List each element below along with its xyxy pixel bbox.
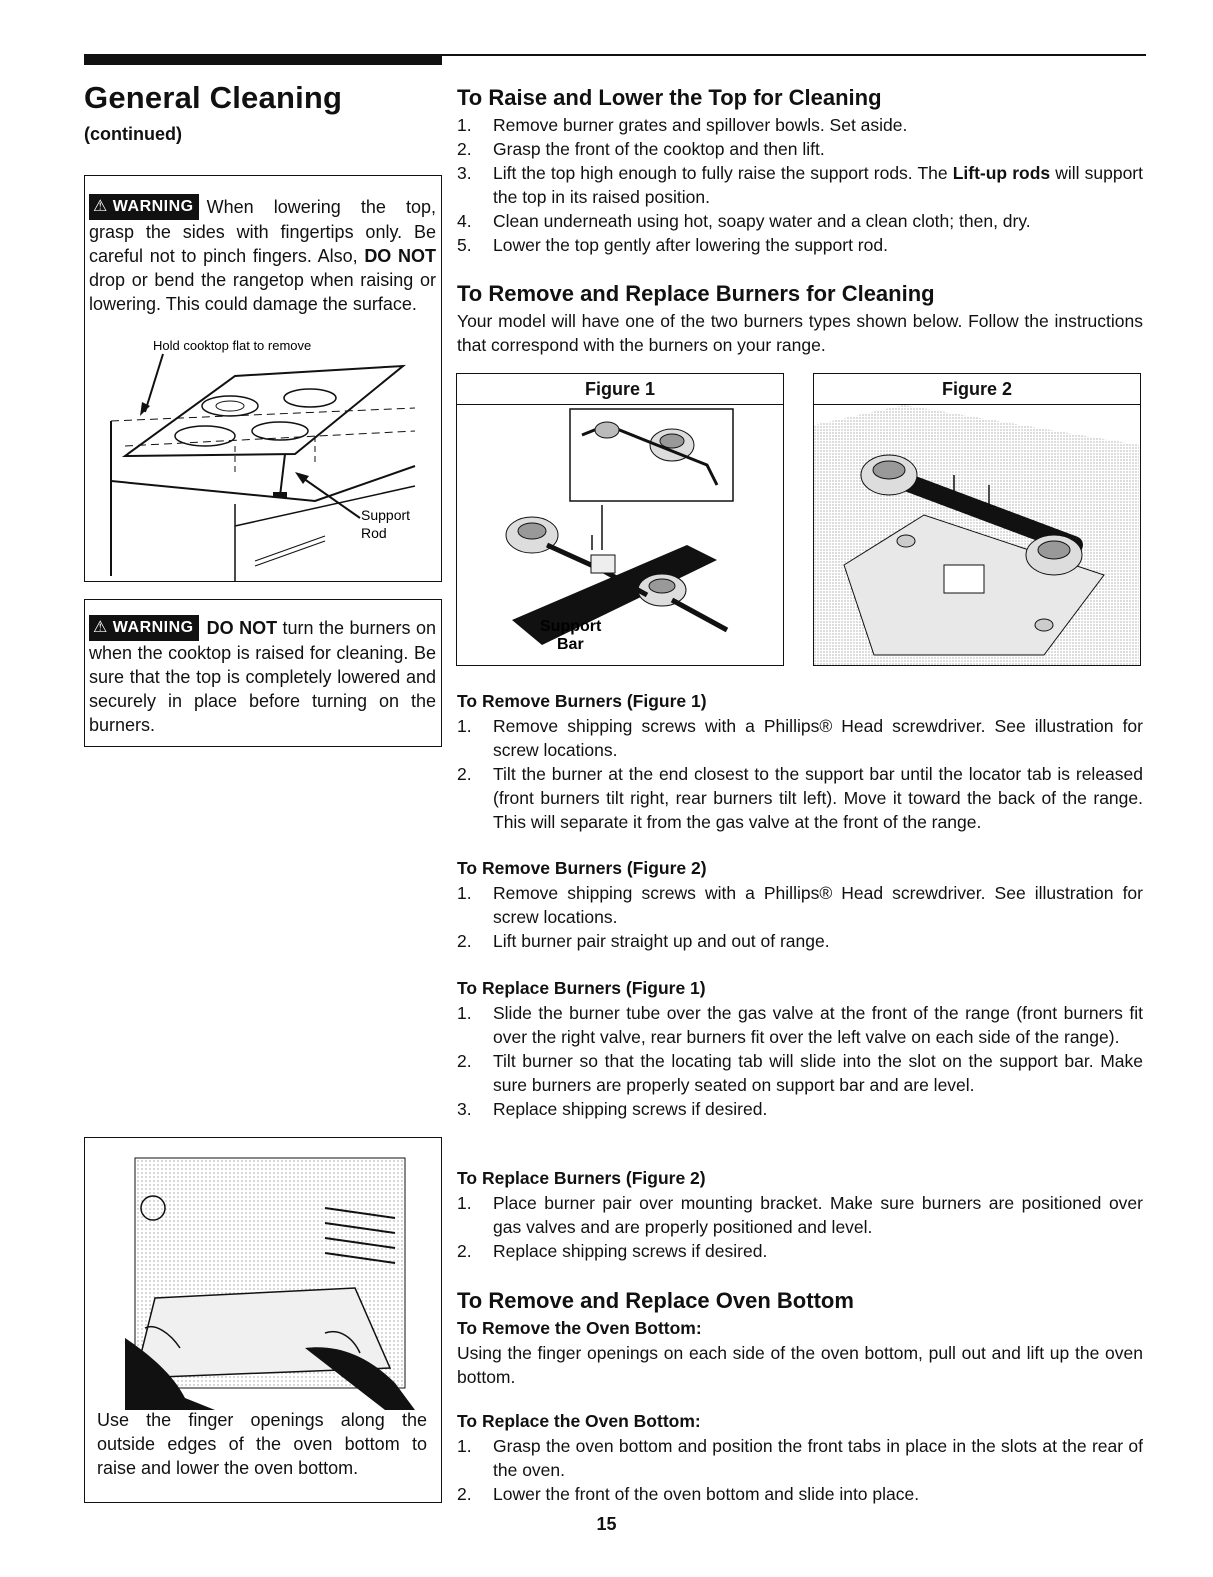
warning-badge: ⚠ WARNING (89, 194, 199, 220)
figure-1 (456, 373, 784, 666)
heading-remove-fig2: To Remove Burners (Figure 2) (457, 858, 707, 878)
figure-2-title: Figure 2 (814, 374, 1140, 405)
list-item: 1. Grasp the oven bottom and position the front tabs in place in the slots at the rear of the oven. (457, 1436, 1143, 1480)
caption-rod: Rod (361, 525, 387, 541)
header-rule-thin (442, 54, 1146, 56)
figure-2 (813, 373, 1141, 666)
heading-raise-lower: To Raise and Lower the Top for Cleaning (457, 85, 882, 110)
oven-bottom-box (84, 1137, 442, 1503)
list-item: 3. Lift the top high enough to fully raise the support rods. The Lift-up rods will support the top in its raised position. (457, 163, 1143, 207)
list-item: 2. Tilt the burner at the end closest to the support bar until the locator tab is released (front burners tilt right, rear burners tilt left). Move it toward the back of the range. This will separate it from the gas valve at the front of the range. (457, 764, 1143, 832)
figure-1-caption-support: Support (540, 618, 602, 635)
figure-1-title: Figure 1 (457, 374, 783, 405)
list-item: 1. Remove burner grates and spillover bowls. Set aside. (457, 115, 908, 135)
oven-bottom-caption: Use the finger openings along the outside edges of the oven bottom to raise and lower the oven bottom. (97, 1410, 427, 1478)
heading-replace-fig2: To Replace Burners (Figure 2) (457, 1168, 706, 1188)
heading-burners: To Remove and Replace Burners for Cleaning (457, 281, 935, 306)
warning-lowering-text: ⚠ WARNING When lowering the top, grasp the sides with fingertips only. Be careful not to pinch fingers. Also, DO NOT drop or bend the rangetop when raising or lowering. This could damage the surface. (89, 194, 436, 316)
burners-intro: Your model will have one of the two burners types shown below. Follow the instructions that correspond with the burners on your range. (457, 311, 1143, 355)
figure-2-burner-illustration (814, 405, 1139, 665)
page-subtitle: (continued) (84, 124, 182, 144)
list-item: 2. Grasp the front of the cooktop and then lift. (457, 139, 825, 159)
figure-1-burner-illustration (457, 405, 782, 665)
cooktop-raised-illustration (85, 336, 440, 581)
figure-1-caption-bar: Bar (557, 636, 584, 653)
page-title: General Cleaning (84, 80, 343, 115)
warning-box-do-not-turn (84, 599, 442, 747)
list-item: 1. Slide the burner tube over the gas valve at the front of the range (front burners fit over the right valve, rear burners fit over the left valve on each side of the range). (457, 1003, 1143, 1047)
warning-triangle-icon: ⚠ (93, 198, 108, 215)
warning-badge: ⚠ WARNING (89, 615, 199, 641)
caption-hold-cooktop: Hold cooktop flat to remove (153, 338, 312, 353)
replace-fig2-steps (457, 1191, 1143, 1263)
list-item: 2. Tilt burner so that the locating tab will slide into the slot on the support bar. Make sure burners are properly seated on support bar and are level. (457, 1051, 1143, 1095)
list-item: 2. Lower the front of the oven bottom and slide into place. (457, 1484, 920, 1504)
heading-remove-fig1: To Remove Burners (Figure 1) (457, 691, 707, 711)
remove-oven-bottom-text: Using the finger openings on each side of the oven bottom, pull out and lift up the oven bottom. (457, 1343, 1143, 1387)
raise-lower-steps (457, 113, 1143, 257)
list-item: 1. Place burner pair over mounting bracket. Make sure burners are positioned over gas valves and are properly positioned and level. (457, 1193, 1143, 1237)
warning-box-lowering (84, 175, 442, 582)
list-item: 5. Lower the top gently after lowering the support rod. (457, 235, 888, 255)
list-item: 1. Remove shipping screws with a Phillips® Head screwdriver. See illustration for screw locations. (457, 883, 1143, 927)
replace-oven-bottom-steps (457, 1434, 1143, 1506)
list-item: 2. Replace shipping screws if desired. (457, 1241, 768, 1261)
remove-fig2-steps (457, 881, 1143, 953)
heading-remove-oven-bottom: To Remove the Oven Bottom: (457, 1318, 702, 1338)
replace-fig1-steps (457, 1001, 1143, 1121)
warning-triangle-icon: ⚠ (93, 619, 108, 636)
warning-burners-text: ⚠ WARNING DO NOT turn the burners on when the cooktop is raised for cleaning. Be sure that the top is completely lowered and securely in place before turning on the burners. (89, 615, 436, 737)
heading-replace-oven-bottom: To Replace the Oven Bottom: (457, 1411, 701, 1431)
page-number: 15 (596, 1514, 617, 1534)
list-item: 4. Clean underneath using hot, soapy water and a clean cloth; then, dry. (457, 211, 1031, 231)
list-item: 3. Replace shipping screws if desired. (457, 1099, 768, 1119)
caption-support: Support (361, 507, 411, 523)
heading-replace-fig1: To Replace Burners (Figure 1) (457, 978, 706, 998)
heading-oven-bottom: To Remove and Replace Oven Bottom (457, 1288, 854, 1313)
header-rule-thick (84, 54, 442, 65)
list-item: 1. Remove shipping screws with a Phillips® Head screwdriver. See illustration for screw locations. (457, 716, 1143, 760)
remove-fig1-steps (457, 714, 1143, 834)
oven-bottom-illustration (125, 1148, 415, 1410)
list-item: 2. Lift burner pair straight up and out of range. (457, 931, 830, 951)
